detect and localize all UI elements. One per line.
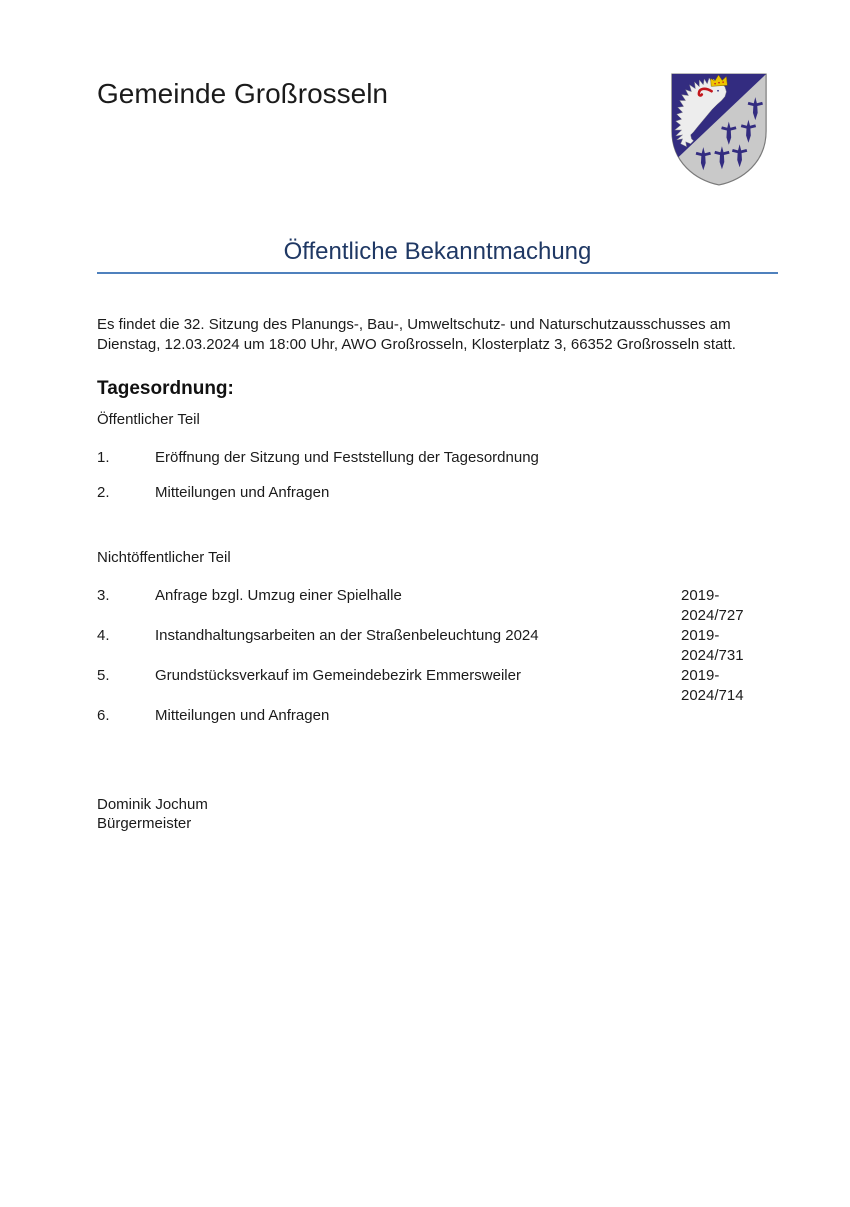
- agenda-item: [97, 666, 779, 706]
- agenda-item: [97, 483, 779, 503]
- item-title: Anfrage bzgl. Umzug einer Spielhalle: [155, 587, 402, 604]
- signature-block: [97, 795, 208, 833]
- agenda-item: [97, 586, 779, 626]
- item-title: Mitteilungen und Anfragen: [155, 484, 330, 501]
- crown-jewel: [718, 82, 720, 84]
- item-title: Mitteilungen und Anfragen: [155, 707, 330, 724]
- item-ref: 2019-2024/727: [681, 587, 744, 624]
- item-number: 4.: [97, 627, 110, 644]
- item-ref: [681, 706, 779, 726]
- public-section-label: Öffentlicher Teil: [97, 411, 200, 428]
- signatory-name: Dominik Jochum: [97, 796, 208, 813]
- coat-of-arms-icon: [666, 70, 772, 190]
- item-number: 3.: [97, 587, 110, 604]
- public-agenda-list: [97, 448, 779, 518]
- item-number: 1.: [97, 449, 110, 466]
- item-number: 5.: [97, 667, 110, 684]
- announcement-title: Öffentliche Bekanntmachung: [97, 236, 778, 274]
- agenda-item: [97, 448, 779, 468]
- lion-eye: [717, 90, 719, 92]
- signatory-role: Bürgermeister: [97, 815, 192, 832]
- item-ref: [681, 483, 779, 503]
- agenda-item: [97, 626, 779, 666]
- municipality-name: Gemeinde Großrosseln: [97, 78, 389, 109]
- nonpublic-agenda-list: [97, 586, 779, 726]
- item-ref: [681, 448, 779, 468]
- nonpublic-section-label: Nichtöffentlicher Teil: [97, 549, 231, 566]
- item-ref: 2019-2024/714: [681, 667, 744, 704]
- item-title: Instandhaltungsarbeiten an der Straßenbeleuchtung 2024: [155, 627, 539, 644]
- intro-paragraph: Es findet die 32. Sitzung des Planungs-, Bau-, Umweltschutz- und Naturschutzausschusses am Dienstag, 12.03.2024 um 18:00 Uhr, AWO Großrosseln, Klosterplatz 3, 66352 Großrosseln statt.: [97, 316, 736, 353]
- item-title: Grundstücksverkauf im Gemeindebezirk Emmersweiler: [155, 667, 521, 684]
- item-number: 6.: [97, 707, 110, 724]
- crown-jewel: [714, 83, 716, 85]
- agenda-item: [97, 706, 779, 726]
- item-ref: 2019-2024/731: [681, 627, 744, 664]
- item-title: Eröffnung der Sitzung und Feststellung der Tagesordnung: [155, 449, 539, 466]
- agenda-heading: Tagesordnung:: [97, 378, 234, 399]
- item-number: 2.: [97, 484, 110, 501]
- crown-jewel: [722, 81, 724, 83]
